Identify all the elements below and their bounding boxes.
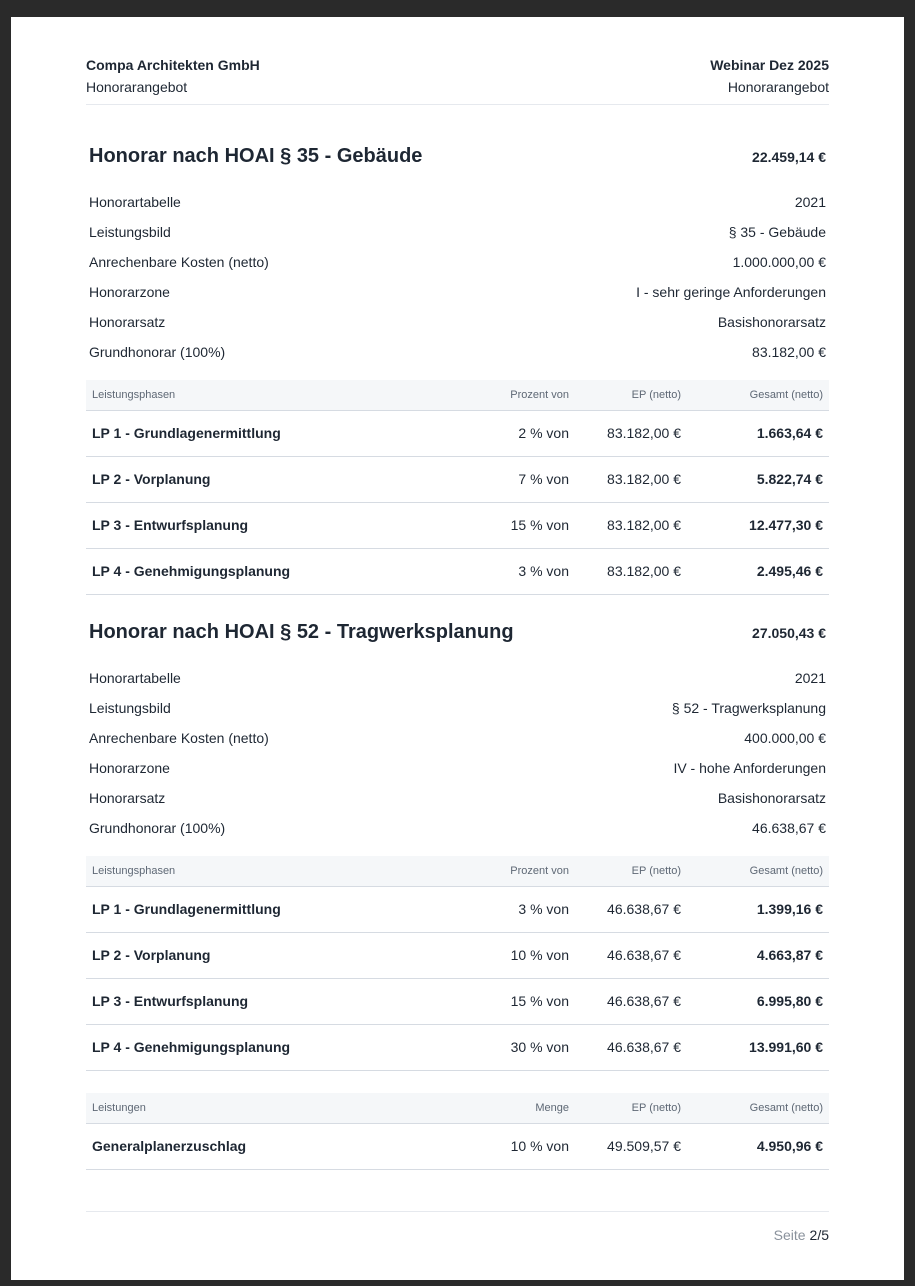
phase-total: 5.822,74 € <box>756 471 823 487</box>
table-row <box>86 410 829 456</box>
kv-value: 2021 <box>794 670 826 686</box>
kv-label: Honorartabelle <box>89 670 181 686</box>
kv-row <box>86 217 829 247</box>
phases-table <box>86 380 829 595</box>
section-total: 22.459,14 € <box>752 149 826 165</box>
kv-label: Grundhonorar (100%) <box>89 344 226 360</box>
col-header-ep: EP (netto) <box>631 864 681 877</box>
phase-name: LP 3 - Entwurfsplanung <box>92 517 249 533</box>
phase-percent: 15 % von <box>510 993 569 1009</box>
page-number: 2/5 <box>809 1227 829 1243</box>
table-header-row <box>86 856 829 886</box>
phase-ep: 46.638,67 € <box>607 1039 681 1055</box>
kv-value: IV - hohe Anforderungen <box>673 760 826 776</box>
col-header-phase: Leistungsphasen <box>92 864 176 877</box>
phase-name: LP 1 - Grundlagenermittlung <box>92 901 281 917</box>
phase-name: LP 4 - Genehmigungsplanung <box>92 563 291 579</box>
header-right <box>710 55 829 97</box>
kv-value: Basishonorarsatz <box>717 790 826 806</box>
phases-table <box>86 856 829 1071</box>
company-name: Compa Architekten GmbH <box>86 57 260 73</box>
kv-label: Honorarzone <box>89 760 170 776</box>
phase-percent: 30 % von <box>510 1039 569 1055</box>
kv-label: Leistungsbild <box>89 700 171 716</box>
section-title: Honorar nach HOAI § 35 - Gebäude <box>89 145 423 167</box>
section-total: 27.050,43 € <box>752 625 826 641</box>
kv-row <box>86 753 829 783</box>
kv-row <box>86 783 829 813</box>
kv-value: § 35 - Gebäude <box>728 224 826 240</box>
header-left <box>86 55 260 97</box>
phase-total: 6.995,80 € <box>756 993 823 1009</box>
document-type: Honorarangebot <box>86 79 188 95</box>
kv-value: 2021 <box>794 194 826 210</box>
table-row <box>86 502 829 548</box>
phase-total: 12.477,30 € <box>749 517 823 533</box>
service-total: 4.950,96 € <box>756 1138 823 1154</box>
phase-total: 13.991,60 € <box>749 1039 823 1055</box>
phase-percent: 10 % von <box>510 947 569 963</box>
table-row <box>86 978 829 1024</box>
phase-ep: 46.638,67 € <box>607 901 681 917</box>
kv-label: Anrechenbare Kosten (netto) <box>89 730 269 746</box>
project-name: Webinar Dez 2025 <box>710 57 829 73</box>
service-name: Generalplanerzuschlag <box>92 1138 247 1154</box>
phase-ep: 46.638,67 € <box>607 947 681 963</box>
kv-label: Honorarsatz <box>89 790 166 806</box>
col-header-service: Leistungen <box>92 1101 146 1114</box>
kv-row <box>86 247 829 277</box>
phase-name: LP 3 - Entwurfsplanung <box>92 993 249 1009</box>
kv-label: Grundhonorar (100%) <box>89 820 226 836</box>
page-label: Seite <box>773 1227 806 1243</box>
table-header-row <box>86 1093 829 1123</box>
kv-row <box>86 337 829 367</box>
kv-label: Honorarsatz <box>89 314 166 330</box>
col-header-phase: Leistungsphasen <box>92 388 176 401</box>
kv-row <box>86 187 829 217</box>
phase-percent: 15 % von <box>510 517 569 533</box>
table-row <box>86 932 829 978</box>
kv-row <box>86 693 829 723</box>
col-header-quantity: Menge <box>535 1101 569 1114</box>
kv-value: 46.638,67 € <box>752 820 826 836</box>
phase-percent: 3 % von <box>518 563 569 579</box>
kv-value: 83.182,00 € <box>752 344 826 360</box>
kv-label: Anrechenbare Kosten (netto) <box>89 254 269 270</box>
kv-value: 1.000.000,00 € <box>732 254 826 270</box>
service-quantity: 10 % von <box>510 1138 569 1154</box>
table-row <box>86 456 829 502</box>
table-row <box>86 1024 829 1070</box>
table-row <box>86 1123 829 1169</box>
services-section <box>86 1093 829 1170</box>
kv-value: § 52 - Tragwerksplanung <box>671 700 826 716</box>
phase-ep: 83.182,00 € <box>607 471 681 487</box>
phase-name: LP 4 - Genehmigungsplanung <box>92 1039 291 1055</box>
col-header-total: Gesamt (netto) <box>749 864 823 877</box>
phase-ep: 83.182,00 € <box>607 425 681 441</box>
document-page <box>11 17 904 1280</box>
phase-percent: 3 % von <box>518 901 569 917</box>
document-type-right: Honorarangebot <box>727 79 829 95</box>
services-table <box>86 1093 829 1170</box>
table-row <box>86 886 829 932</box>
col-header-ep: EP (netto) <box>631 388 681 401</box>
fee-section-52 <box>86 621 829 1071</box>
page-footer <box>86 1211 829 1243</box>
kv-label: Honorarzone <box>89 284 170 300</box>
phase-total: 1.663,64 € <box>756 425 823 441</box>
col-header-total: Gesamt (netto) <box>749 388 823 401</box>
kv-row <box>86 813 829 843</box>
phase-ep: 83.182,00 € <box>607 563 681 579</box>
kv-row <box>86 723 829 753</box>
col-header-ep: EP (netto) <box>631 1101 681 1114</box>
kv-row <box>86 307 829 337</box>
kv-row <box>86 277 829 307</box>
table-header-row <box>86 380 829 410</box>
kv-label: Honorartabelle <box>89 194 181 210</box>
col-header-percent: Prozent von <box>510 388 569 401</box>
kv-row <box>86 663 829 693</box>
phase-ep: 83.182,00 € <box>607 517 681 533</box>
phase-percent: 7 % von <box>518 471 569 487</box>
kv-label: Leistungsbild <box>89 224 171 240</box>
kv-value: I - sehr geringe Anforderungen <box>636 284 826 300</box>
kv-value: Basishonorarsatz <box>717 314 826 330</box>
phase-total: 4.663,87 € <box>756 947 823 963</box>
col-header-percent: Prozent von <box>510 864 569 877</box>
section-title: Honorar nach HOAI § 52 - Tragwerksplanung <box>89 621 514 643</box>
phase-name: LP 2 - Vorplanung <box>92 471 211 487</box>
kv-value: 400.000,00 € <box>744 730 826 746</box>
phase-total: 2.495,46 € <box>756 563 823 579</box>
col-header-total: Gesamt (netto) <box>749 1101 823 1114</box>
phase-name: LP 1 - Grundlagenermittlung <box>92 425 281 441</box>
phase-percent: 2 % von <box>518 425 569 441</box>
phase-total: 1.399,16 € <box>756 901 823 917</box>
table-row <box>86 548 829 594</box>
page-header <box>86 55 829 105</box>
service-ep: 49.509,57 € <box>607 1138 681 1154</box>
page-indicator <box>774 1227 829 1243</box>
fee-section-35 <box>86 145 829 595</box>
phase-ep: 46.638,67 € <box>607 993 681 1009</box>
phase-name: LP 2 - Vorplanung <box>92 947 211 963</box>
